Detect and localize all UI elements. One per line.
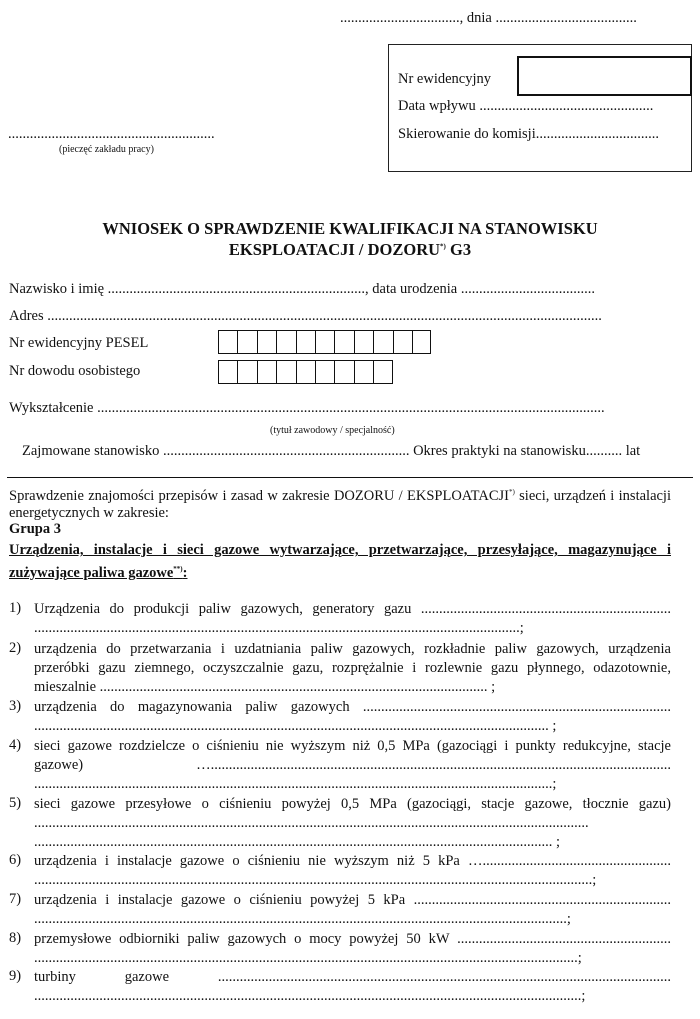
group-heading-sup: **) (173, 565, 183, 573)
title-text: EKSPLOATACJI / DOZORU (228, 240, 441, 259)
item-text[interactable]: przemysłowe odbiorniki paliw gazowych o mocy powyżej 50 kW ........................................................... ......................................................................................................................................................; (34, 931, 671, 966)
id-card-cell[interactable] (257, 360, 276, 384)
item-text[interactable]: urządzenia do przetwarzania i uzdatniania paliw gazowych, rozkładnie paliw gazowych, urządzenia przeróbki gazu ziemnego, oczyszczalnie gazu, rozprężalnie i rozlewnie gazu płynnego, odazotownie, mieszalnie ........................................................................................................... ; (34, 641, 671, 695)
education-line[interactable]: Wykształcenie ............................................................................................................................................ (9, 400, 605, 416)
id-card-cell[interactable] (276, 360, 295, 384)
pesel-cell[interactable] (315, 330, 334, 354)
page-title-line1: WNIOSEK O SPRAWDZENIE KWALIFIKACJI NA STANOWISKU (102, 219, 598, 238)
page-title-line2 (0, 240, 700, 260)
pesel-cell[interactable] (354, 330, 373, 354)
pesel-cell[interactable] (276, 330, 295, 354)
place-date-line[interactable]: ................................., dnia ....................................... (340, 10, 637, 26)
name-birthdate-line[interactable]: Nazwisko i imię ......................................................................., data urodzenia ..................................... (9, 281, 595, 297)
pesel-cell[interactable] (373, 330, 392, 354)
item-number: 5) (9, 795, 22, 811)
pesel-cell[interactable] (218, 330, 237, 354)
pesel-cell[interactable] (412, 330, 431, 354)
title-code: G3 (445, 240, 472, 259)
item-number: 7) (9, 891, 22, 907)
item-number: 8) (9, 930, 22, 946)
title-sup: *) (440, 242, 446, 251)
id-card-cell[interactable] (218, 360, 237, 384)
group-heading (9, 541, 671, 583)
id-card-cells[interactable] (218, 360, 393, 384)
item-number: 1) (9, 600, 22, 616)
id-card-cell[interactable] (334, 360, 353, 384)
item-text[interactable]: urządzenia i instalacje gazowe o ciśnieniu nie wyższym niż 5 kPa ….................................................... ..........................................................................................................................................................; (34, 853, 671, 888)
item-text[interactable]: sieci gazowe rozdzielcze o ciśnieniu nie wyższym niż 0,5 MPa (gazociągi i punkty redukcyjne, stacje gazowe) …............................................................................................................................... ...............................................................................................................................................; (34, 738, 671, 792)
item-number: 6) (9, 852, 22, 868)
id-card-cell[interactable] (373, 360, 392, 384)
id-card-cell[interactable] (315, 360, 334, 384)
scope-intro-text: Sprawdzenie znajomości przepisów i zasad w zakresie DOZORU / EKSPLOATACJI (9, 487, 509, 504)
group-label: Grupa 3 (9, 521, 61, 537)
stamp-dots: ......................................................... (8, 126, 215, 142)
id-card-cell[interactable] (354, 360, 373, 384)
item-text[interactable]: Urządzenia do produkcji paliw gazowych, generatory gazu ..................................................................... ......................................................................................................................................; (34, 601, 671, 636)
item-text[interactable]: urządzenia do magazynowania paliw gazowych ..................................................................................... .............................................................................................................................................. ; (34, 699, 671, 734)
scope-intro-end: sieci, urządzeń i instalacji energetycznych w zakresie: (9, 487, 671, 521)
id-card-cell[interactable] (237, 360, 256, 384)
id-card-label: Nr dowodu osobistego (9, 363, 141, 379)
pesel-cell[interactable] (334, 330, 353, 354)
group-heading-text: Urządzenia, instalacje i sieci gazowe wytwarzające, przetwarzające, przesyłające, magazynujące i zużywające paliwa gazowe (9, 542, 671, 581)
pesel-cells[interactable] (218, 330, 431, 354)
id-card-cell[interactable] (296, 360, 315, 384)
pesel-cell[interactable] (296, 330, 315, 354)
registry-nr-label: Nr ewidencyjny (398, 71, 492, 87)
address-line[interactable]: Adres ......................................................................................................................................................... (9, 308, 602, 324)
scope-intro-sup: *) (508, 488, 515, 496)
scope-intro (9, 484, 671, 522)
item-text[interactable]: turbiny gazowe ............................................................................................................................. .......................................................................................................................................................; (34, 969, 671, 1004)
item-number: 4) (9, 737, 22, 753)
education-hint: (tytuł zawodowy / specjalność) (270, 425, 395, 436)
position-line[interactable]: Zajmowane stanowisko .................................................................... Okres praktyki na stanowisku.......... lat (22, 443, 641, 459)
item-number: 2) (9, 640, 22, 656)
stamp-label: (pieczęć zakładu pracy) (59, 144, 154, 155)
pesel-cell[interactable] (393, 330, 412, 354)
group-heading-end: : (182, 564, 188, 581)
item-text[interactable]: urządzenia i instalacje gazowe o ciśnieniu powyżej 5 kPa ....................................................................... ...................................................................................................................................................; (34, 892, 671, 927)
item-number: 3) (9, 698, 22, 714)
pesel-cell[interactable] (237, 330, 256, 354)
registry-nr-field[interactable] (517, 56, 692, 96)
item-number: 9) (9, 968, 22, 984)
registry-referral-line[interactable]: Skierowanie do komisji.................................. (398, 126, 659, 142)
pesel-label: Nr ewidencyjny PESEL (9, 335, 149, 351)
pesel-cell[interactable] (257, 330, 276, 354)
item-text[interactable]: sieci gazowe przesyłowe o ciśnieniu powyżej 0,5 MPa (gazociągi, stacje gazowe, tłocznie gazu) ......................................................................................................................................................... ............................................................................................................................................... ; (34, 796, 671, 850)
section-divider (7, 477, 693, 478)
registry-date-line[interactable]: Data wpływu ................................................ (398, 98, 654, 114)
